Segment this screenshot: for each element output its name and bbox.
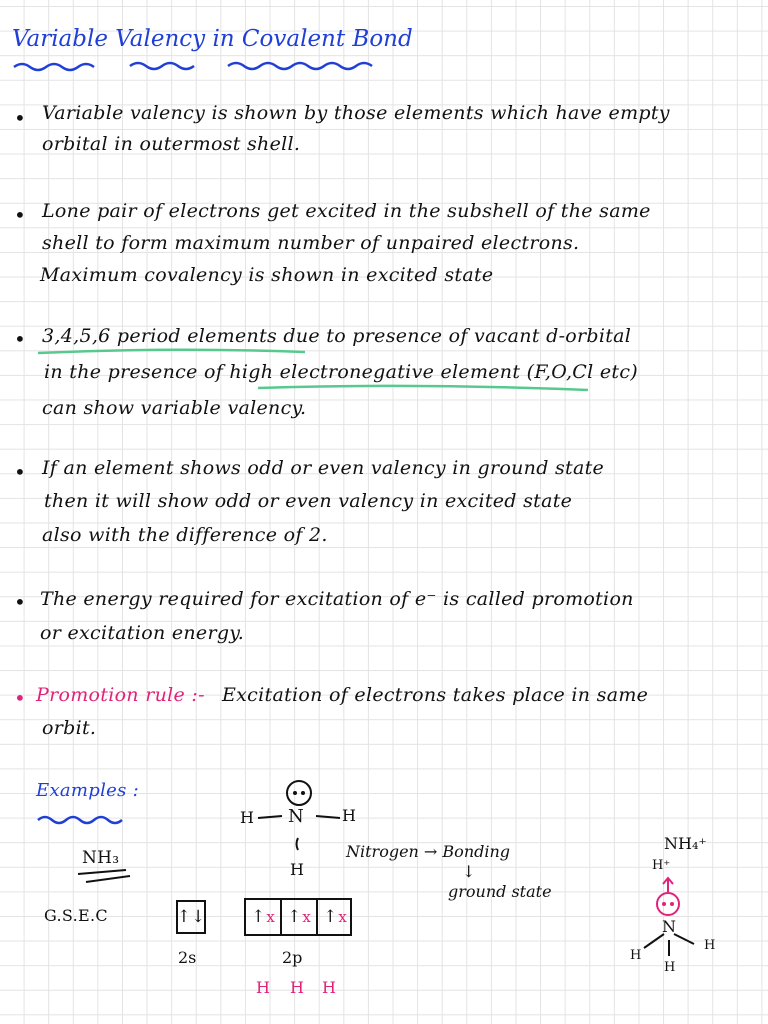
note-ground-state: ground state (448, 882, 552, 901)
bond-bottom (297, 838, 299, 850)
nh4-central-n: N (662, 917, 676, 936)
bullet-dot: • (14, 590, 26, 614)
bond-right (316, 816, 340, 818)
nh4-h-right: H (704, 938, 716, 953)
lone-pair-circle (287, 781, 311, 805)
label-2p: 2p (282, 948, 303, 967)
bullet-dot: • (14, 686, 26, 710)
nh4-lone-pair-dot (670, 902, 674, 906)
bullet-dot: • (14, 106, 26, 130)
h-mark: H (290, 978, 304, 997)
nh4-bond (644, 934, 664, 948)
electron-up-arrow: ↑ (251, 907, 266, 927)
hydrogen-left: H (240, 808, 254, 827)
nh4-h-bottom: H (664, 960, 676, 975)
nh3-underline (78, 870, 126, 874)
electron-up-arrow: ↑ (287, 907, 302, 927)
bullet-4-line-3: also with the difference of 2. (42, 524, 328, 546)
bullet-5-line-2: or excitation energy. (40, 622, 245, 644)
bullet-dot: • (14, 460, 26, 484)
nh3-label: NH₃ (82, 848, 120, 868)
note-nitrogen: Nitrogen → Bonding (346, 842, 511, 861)
bullet-3-line-2: in the presence of high electronegative element (F,O,Cl etc) (44, 361, 638, 383)
bullet-2-line-1: Lone pair of electrons get excited in the subshell of the same (42, 200, 651, 222)
examples-underline (38, 817, 122, 823)
nh4-h-left: H (630, 948, 642, 963)
orbital-2p-cell (282, 900, 318, 934)
orbital-2p-cell (318, 900, 352, 934)
orbital-2p-box (244, 898, 352, 936)
h-mark: H (322, 978, 336, 997)
bullet-2-line-3: Maximum covalency is shown in excited state (40, 264, 494, 286)
note-arrow: ↓ (462, 862, 476, 881)
bullet-5-line-1: The energy required for excitation of e⁻ is called promotion (40, 588, 634, 610)
electron-up-arrow: ↑ (323, 907, 338, 927)
promotion-rule-label: Promotion rule :- (36, 684, 205, 706)
bullet-4-line-2: then it will show odd or even valency in excited state (44, 490, 573, 512)
bullet-1-line-2: orbital in outermost shell. (42, 133, 301, 155)
page-title: Variable Valency in Covalent Bond (12, 26, 413, 52)
bullet-dot: • (14, 203, 26, 227)
lone-pair-dot (293, 791, 297, 795)
bond-left (258, 816, 282, 818)
bullet-1-line-1: Variable valency is shown by those elements which have empty (42, 102, 670, 124)
lone-pair-dot (301, 791, 305, 795)
cross-mark: x (302, 908, 311, 926)
gsec-label: G.S.E.C (44, 906, 108, 925)
bullet-4-line-1: If an element shows odd or even valency in ground state (42, 457, 605, 479)
promotion-rule-text: Excitation of electrons takes place in same (222, 684, 649, 706)
bullet-dot: • (14, 327, 26, 351)
central-atom-n: N (288, 806, 305, 827)
nh4-label: NH₄⁺ (664, 834, 707, 853)
nh4-lone-pair (657, 893, 679, 915)
bullet-3-line-1: 3,4,5,6 period elements due to presence of vacant d-orbital (42, 325, 632, 347)
highlight-underline (38, 350, 305, 353)
orbital-2s-box (176, 900, 206, 934)
h-mark: H (256, 978, 270, 997)
h-plus-label: H⁺ (652, 858, 671, 873)
label-2s: 2s (178, 948, 197, 967)
title-underline (14, 64, 94, 70)
cross-mark: x (338, 908, 347, 926)
highlight-underline (258, 386, 588, 390)
title-underline (228, 63, 372, 69)
nh4-arrow (663, 878, 673, 892)
nh4-bond (674, 934, 694, 944)
orbital-2p-cell (246, 900, 282, 934)
bullet-2-line-2: shell to form maximum number of unpaired electrons. (42, 232, 580, 254)
hydrogen-right: H (342, 806, 356, 825)
nh4-lone-pair-dot (662, 902, 666, 906)
examples-label: Examples : (36, 780, 140, 801)
cross-mark: x (266, 908, 275, 926)
nh3-underline (86, 876, 130, 882)
title-underline (130, 63, 194, 69)
hydrogen-bottom: H (290, 860, 304, 879)
orbital-2s-electrons: ↑↓ (176, 907, 206, 927)
promotion-rule-text-2: orbit. (42, 717, 97, 739)
bullet-3-line-3: can show variable valency. (42, 397, 307, 419)
